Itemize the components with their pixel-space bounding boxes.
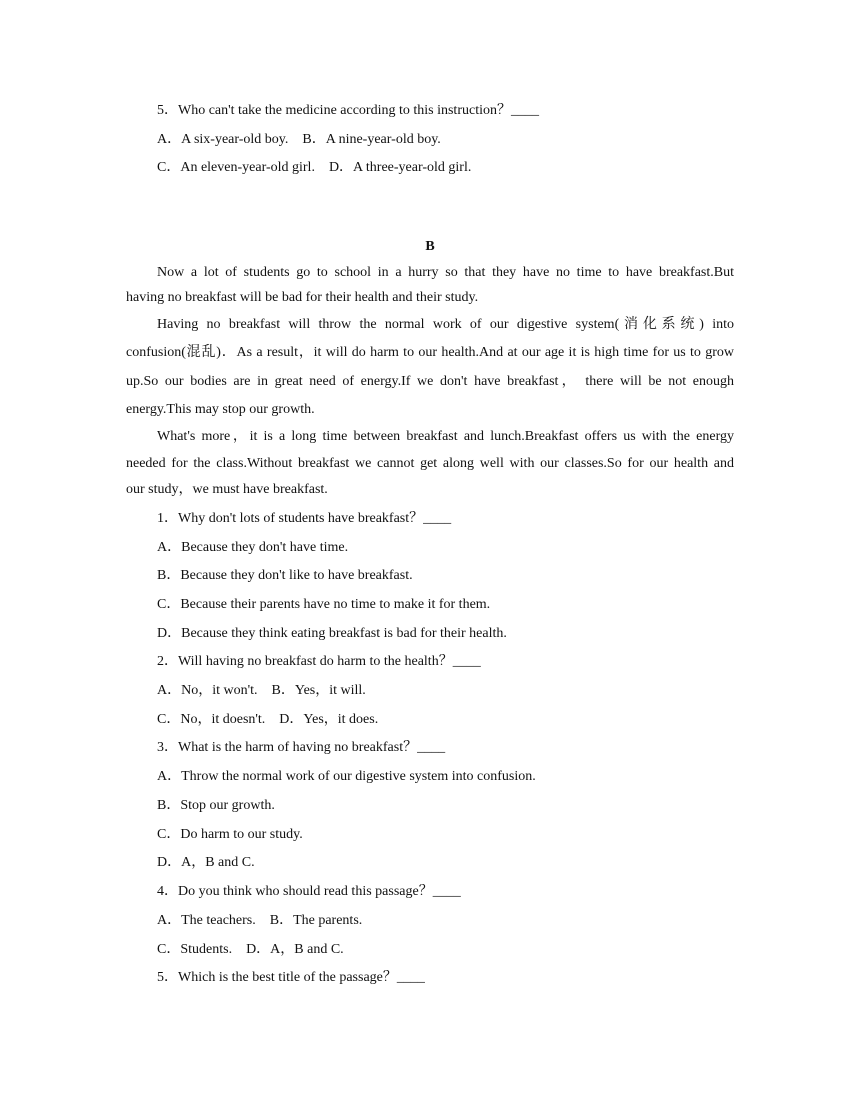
paragraph-line: up.So our bodies are in great need of energy.If we don't have breakfast， there will be not enough xyxy=(126,374,734,389)
question-option: A．Because they don't have time. xyxy=(157,540,349,555)
question-options: A．A six-year-old boy. B．A nine-year-old boy. xyxy=(157,132,441,147)
question-stem: 4．Do you think who should read this passage？____ xyxy=(157,884,461,899)
paragraph-line: Now a lot of students go to school in a hurry so that they have no time to have breakfast.But xyxy=(157,265,734,280)
question-stem: 3．What is the harm of having no breakfast？____ xyxy=(157,740,446,755)
question-options: C．Students. D．A，B and C. xyxy=(157,942,344,957)
question-option: C．Because their parents have no time to make it for them. xyxy=(157,597,491,612)
question-option: B．Because they don't like to have breakfast. xyxy=(157,568,413,583)
question-option: D．A，B and C. xyxy=(157,855,255,870)
question-stem: 2．Will having no breakfast do harm to the health？____ xyxy=(157,654,481,669)
paragraph-line: having no breakfast will be bad for their health and their study. xyxy=(126,290,479,305)
question-option: B．Stop our growth. xyxy=(157,798,275,813)
paragraph-line: needed for the class.Without breakfast we cannot get along well with our classes.So for our health and xyxy=(126,456,734,471)
paragraph-line: energy.This may stop our growth. xyxy=(126,402,315,417)
paragraph-line: Having no breakfast will throw the normal work of our digestive system(消化系统) into xyxy=(157,317,734,332)
question-stem: 1．Why don't lots of students have breakfast？____ xyxy=(157,511,452,526)
section-heading: B xyxy=(425,239,435,254)
question-option: D．Because they think eating breakfast is bad for their health. xyxy=(157,626,507,641)
question-options: A．The teachers. B．The parents. xyxy=(157,913,363,928)
question-options: C．An eleven-year-old girl. D．A three-year-old girl. xyxy=(157,160,472,175)
question-option: C．Do harm to our study. xyxy=(157,827,303,842)
paragraph-line: our study，we must have breakfast. xyxy=(126,482,328,497)
question-option: A．Throw the normal work of our digestive system into confusion. xyxy=(157,769,536,784)
question-options: A．No，it won't. B．Yes，it will. xyxy=(157,683,366,698)
question-stem: 5．Which is the best title of the passage？____ xyxy=(157,970,425,985)
paragraph-line: What's more，it is a long time between breakfast and lunch.Breakfast offers us with the energy xyxy=(157,429,734,444)
question-stem: 5．Who can't take the medicine according to this instruction？____ xyxy=(157,103,539,118)
question-options: C．No，it doesn't. D．Yes，it does. xyxy=(157,712,379,727)
paragraph-line: confusion(混乱)．As a result，it will do harm to our health.And at our age it is high time for us to grow xyxy=(126,345,734,360)
